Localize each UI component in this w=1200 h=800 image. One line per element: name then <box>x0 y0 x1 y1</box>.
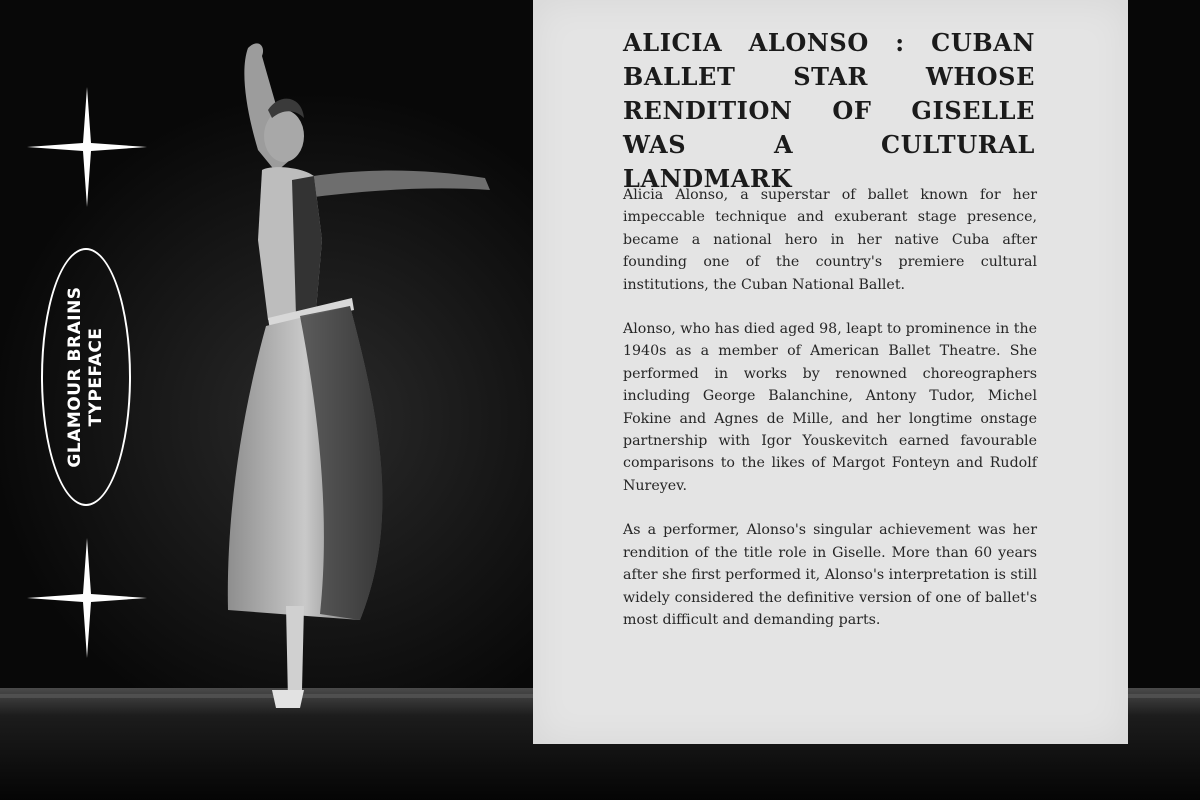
article-body <box>623 184 1037 653</box>
badge-line-2: TYPEFACE <box>86 327 106 427</box>
sparkle-icon <box>27 538 147 658</box>
article-paragraph: Alicia Alonso, a superstar of ballet known for her impeccable technique and exuberant stage presence, became a national hero in her native Cuba after founding one of the country's premiere cultural institutions, the Cuban National Ballet. <box>623 187 1037 293</box>
badge-line-1: GLAMOUR BRAINS <box>65 286 85 468</box>
badge-label <box>65 286 107 467</box>
article-card <box>533 0 1128 744</box>
typeface-badge <box>41 248 131 506</box>
sparkle-icon <box>27 87 147 207</box>
article-headline: ALICIA ALONSO : CUBAN BALLET STAR WHOSE RENDITION OF GISELLE WAS A CULTURAL LANDMARK <box>623 28 1035 193</box>
article-paragraph: As a performer, Alonso's singular achievement was her rendition of the title role in Giselle. More than 60 years after she first performed it, Alonso's interpretation is still widely considered the definitive version of one of ballet's most difficult and demanding parts. <box>623 522 1037 628</box>
article-paragraph: Alonso, who has died aged 98, leapt to prominence in the 1940s as a member of American Ballet Theatre. She performed in works by renowned choreographers including George Balanchine, Antony Tudor, Michel Fokine and Agnes de Mille, and her longtime onstage partnership with Igor Youskevitch earned favourable comparisons to the likes of Margot Fonteyn and Rudolf Nureyev. <box>623 321 1038 494</box>
